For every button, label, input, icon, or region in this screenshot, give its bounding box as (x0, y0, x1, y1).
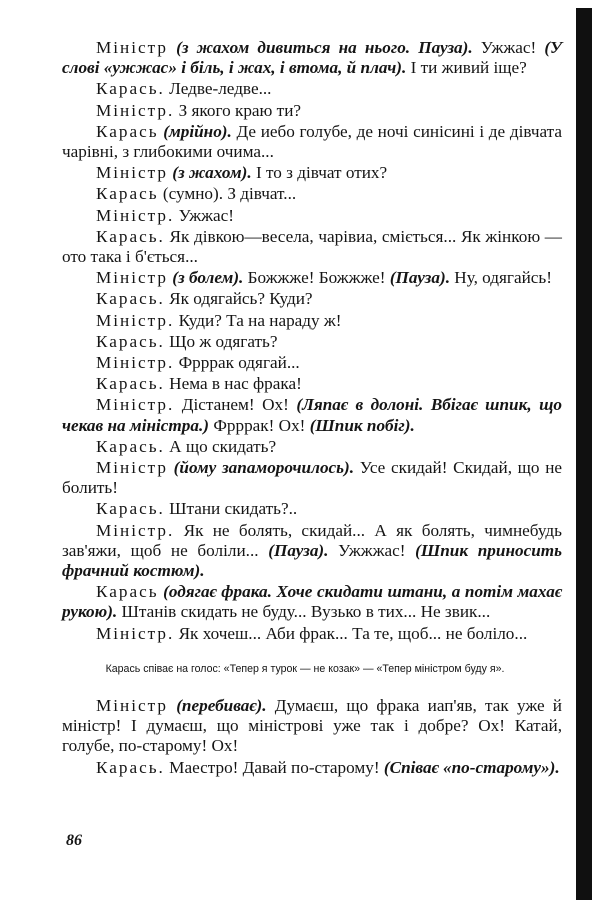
speaker-name: Карась (96, 582, 159, 602)
speaker-name: Міністр. (96, 623, 175, 643)
speech-text: Усе скидай! Скидай, що не болить! (62, 458, 563, 498)
speaker-name: Міністр. (96, 353, 175, 373)
dialogue-line (62, 624, 562, 644)
dialogue-line (62, 38, 562, 78)
dialogue-line (62, 122, 562, 162)
speech-text: Фрррак! Ох! (209, 415, 310, 435)
speaker-name: Міністр. (96, 395, 175, 415)
speech-text: Куди? Та на нараду ж! (174, 310, 342, 330)
speaker-name: Карась. (96, 436, 165, 456)
speech-text: Дістанем! Ох! (174, 395, 297, 415)
dialogue-line (62, 499, 562, 519)
speech-text: Ужжас! (472, 38, 545, 57)
speaker-name: Карась. (96, 79, 165, 99)
speaker-name: Міністр (96, 695, 168, 715)
dialogue-line (62, 758, 562, 778)
speaker-name: Міністр. (96, 100, 175, 120)
dialogue-line (62, 353, 562, 373)
dialogue-line (62, 458, 562, 498)
speaker-name: Карась. (96, 499, 165, 519)
stage-direction: (мрійно). (163, 121, 232, 141)
dialogue-part-2 (62, 696, 562, 778)
speech-text: І то з дівчат отих? (251, 163, 388, 183)
dialogue-line (62, 582, 562, 622)
speech-text: Штани скидать?.. (164, 499, 298, 519)
speech-text: Ужжжас! (328, 540, 416, 560)
speaker-name: Карась (96, 121, 159, 141)
stage-direction: (У слові «ужжас» і біль, і жах, і втома, й плач). (62, 38, 563, 78)
dialogue-line (62, 101, 562, 121)
stage-direction: (йому запаморочилось). (173, 458, 355, 478)
stage-direction: (Співає «по-старому»). (383, 757, 560, 777)
speech-text: (сумно). З дівчат... (158, 184, 297, 204)
speaker-name: Карась. (96, 374, 165, 394)
speech-text: А що скидать? (164, 436, 277, 456)
speaker-name: Міністр. (96, 205, 175, 225)
speech-text: Як не болять, скидай... А як болять, чимнебудь зав'яжи, щоб не боліли... (62, 520, 562, 560)
stage-direction: (Ляпає в долоні. Вбігає шпик, що чекав на міністра.) (62, 395, 563, 435)
dialogue-line (62, 521, 562, 582)
stage-direction: (Пауза). (268, 540, 329, 560)
speaker-name: Міністр (96, 38, 168, 57)
speech-text: Як хочеш... Аби фрак... Та те, щоб... не боліло... (174, 623, 528, 643)
stage-direction: (Шпик приносить фрачний костюм). (62, 540, 563, 581)
speech-text: Ледве-ледве... (164, 79, 272, 99)
speech-text: Ну, одягайсь! (450, 268, 552, 288)
dialogue-line (62, 184, 562, 204)
stage-direction: (перебиває). (176, 695, 267, 715)
speech-text: Штанів скидать не буду... Вузько в тих... Не звик... (117, 602, 491, 622)
dialogue-line (62, 206, 562, 226)
stage-direction: (Пауза). (389, 268, 450, 288)
speaker-name: Міністр. (96, 520, 175, 540)
speech-text: Думаєш, що фрака иап'яв, так уже й міністр! І думаєш, що міністрові уже так і добре? Ох! Катай, голубе, по-старому! Ох! (62, 695, 562, 756)
speech-text: Що ж одягать? (164, 331, 278, 351)
stage-direction: (одягає фрака. Хоче скидати штани, а потім махає рукою). (62, 582, 562, 622)
speaker-name: Міністр (96, 268, 168, 288)
dialogue-line (62, 696, 562, 757)
dialogue-line (62, 311, 562, 331)
speaker-name: Карась. (96, 226, 165, 246)
stage-direction: (з жахом). (172, 163, 252, 183)
speaker-name: Міністр (96, 458, 168, 478)
stage-direction: (Шпик побіг). (309, 415, 415, 435)
speaker-name: Карась. (96, 289, 165, 309)
speech-text: Божжже! Божжже! (243, 268, 390, 288)
speaker-name: Карась. (96, 331, 165, 351)
speaker-name: Карась. (96, 757, 165, 777)
stage-direction: (з жахом дивиться на нього. Пауза). (176, 38, 473, 57)
speech-text: Як одягайсь? Куди? (164, 289, 313, 309)
speech-text: І ти живий іще? (406, 58, 527, 78)
speech-text (168, 696, 176, 715)
speech-text (168, 38, 176, 57)
page-text (62, 38, 562, 778)
speech-text: Як дівкою—весела, чарівиа, сміється... Як жінкою — ото така і б'ється... (62, 226, 562, 267)
speech-text: З якого краю ти? (174, 100, 302, 120)
dialogue-line (62, 395, 562, 435)
dialogue-line (62, 289, 562, 309)
dialogue-line (62, 374, 562, 394)
speech-text: Маестро! Давай по-старому! (164, 757, 384, 777)
dialogue-line (62, 332, 562, 352)
stage-direction: (з болем). (172, 268, 244, 288)
dialogue-line (62, 437, 562, 457)
song-note: Карась співає на голос: «Тепер я турок — не козак» — «Тепер міністром буду я». (105, 662, 505, 675)
dialogue-part-1 (62, 38, 562, 644)
speech-text: Де иебо голубе, де ночі синісині і де дівчата чарівні, з глибокими очима... (62, 121, 562, 162)
dialogue-line (62, 227, 562, 267)
page-edge-bar (576, 8, 592, 900)
speech-text: Ужжас! (174, 205, 234, 225)
dialogue-line (62, 79, 562, 99)
speech-text: Нема в нас фрака! (164, 374, 302, 394)
dialogue-line (62, 268, 562, 288)
speaker-name: Міністр (96, 163, 168, 183)
speaker-name: Міністр. (96, 310, 175, 330)
page-number: 86 (66, 832, 82, 849)
speech-text: Фрррак одягай... (174, 353, 300, 373)
speaker-name: Карась (96, 184, 159, 204)
dialogue-line (62, 163, 562, 183)
